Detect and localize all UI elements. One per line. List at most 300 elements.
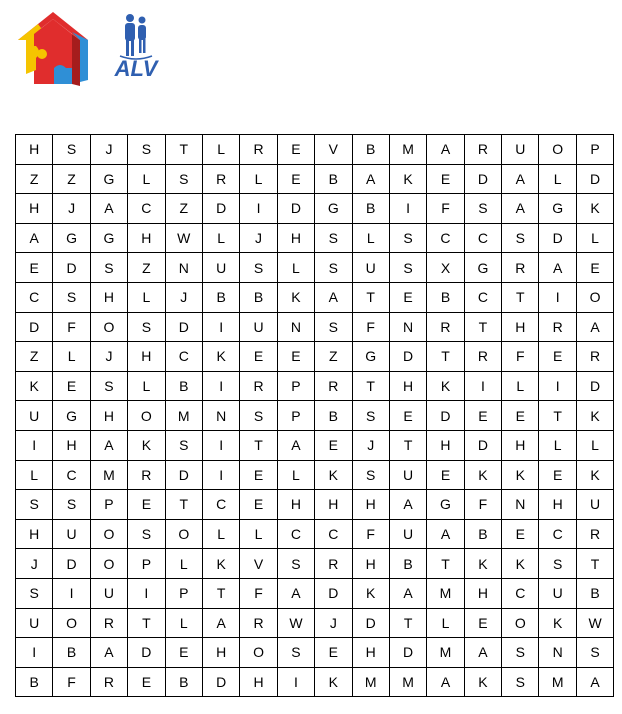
grid-cell[interactable]: S: [502, 223, 539, 253]
grid-cell[interactable]: S: [277, 638, 314, 668]
grid-cell[interactable]: K: [202, 342, 239, 372]
grid-cell[interactable]: E: [576, 253, 613, 283]
grid-cell[interactable]: U: [16, 608, 53, 638]
grid-cell[interactable]: J: [16, 549, 53, 579]
grid-cell[interactable]: K: [464, 549, 501, 579]
grid-cell[interactable]: F: [240, 578, 277, 608]
grid-cell[interactable]: D: [576, 371, 613, 401]
grid-cell[interactable]: G: [53, 223, 90, 253]
grid-cell[interactable]: R: [240, 371, 277, 401]
grid-cell[interactable]: H: [16, 194, 53, 224]
grid-cell[interactable]: L: [128, 282, 165, 312]
grid-cell[interactable]: M: [165, 401, 202, 431]
grid-cell[interactable]: N: [539, 638, 576, 668]
grid-cell[interactable]: O: [539, 135, 576, 165]
grid-cell[interactable]: A: [576, 312, 613, 342]
grid-cell[interactable]: G: [90, 164, 127, 194]
grid-cell[interactable]: S: [315, 223, 352, 253]
grid-cell[interactable]: E: [53, 371, 90, 401]
grid-cell[interactable]: C: [464, 223, 501, 253]
grid-cell[interactable]: E: [315, 430, 352, 460]
grid-cell[interactable]: K: [464, 667, 501, 697]
grid-cell[interactable]: K: [539, 608, 576, 638]
grid-cell[interactable]: O: [90, 549, 127, 579]
grid-cell[interactable]: T: [165, 135, 202, 165]
grid-cell[interactable]: D: [202, 667, 239, 697]
grid-cell[interactable]: E: [240, 460, 277, 490]
grid-cell[interactable]: H: [128, 223, 165, 253]
grid-cell[interactable]: N: [165, 253, 202, 283]
grid-cell[interactable]: K: [464, 460, 501, 490]
grid-cell[interactable]: O: [90, 312, 127, 342]
grid-cell[interactable]: A: [502, 194, 539, 224]
grid-cell[interactable]: L: [576, 430, 613, 460]
grid-cell[interactable]: A: [427, 667, 464, 697]
grid-cell[interactable]: L: [165, 608, 202, 638]
grid-cell[interactable]: A: [427, 135, 464, 165]
grid-cell[interactable]: E: [502, 401, 539, 431]
grid-cell[interactable]: E: [128, 490, 165, 520]
grid-cell[interactable]: H: [277, 223, 314, 253]
grid-cell[interactable]: D: [128, 638, 165, 668]
grid-cell[interactable]: F: [352, 312, 389, 342]
grid-cell[interactable]: U: [202, 253, 239, 283]
grid-cell[interactable]: I: [202, 460, 239, 490]
grid-cell[interactable]: L: [16, 460, 53, 490]
grid-cell[interactable]: D: [389, 638, 426, 668]
grid-cell[interactable]: S: [352, 401, 389, 431]
grid-cell[interactable]: D: [389, 342, 426, 372]
grid-cell[interactable]: I: [240, 194, 277, 224]
grid-cell[interactable]: Z: [165, 194, 202, 224]
grid-cell[interactable]: M: [389, 667, 426, 697]
grid-cell[interactable]: R: [90, 608, 127, 638]
grid-cell[interactable]: T: [539, 401, 576, 431]
grid-cell[interactable]: W: [277, 608, 314, 638]
grid-cell[interactable]: D: [165, 312, 202, 342]
grid-cell[interactable]: A: [389, 490, 426, 520]
grid-cell[interactable]: C: [16, 282, 53, 312]
grid-cell[interactable]: D: [53, 549, 90, 579]
grid-cell[interactable]: J: [240, 223, 277, 253]
grid-cell[interactable]: V: [315, 135, 352, 165]
grid-cell[interactable]: D: [53, 253, 90, 283]
grid-cell[interactable]: T: [128, 608, 165, 638]
grid-cell[interactable]: T: [202, 578, 239, 608]
grid-cell[interactable]: S: [53, 135, 90, 165]
grid-cell[interactable]: F: [464, 490, 501, 520]
grid-cell[interactable]: Z: [128, 253, 165, 283]
grid-cell[interactable]: R: [240, 135, 277, 165]
grid-cell[interactable]: S: [277, 549, 314, 579]
grid-cell[interactable]: K: [576, 194, 613, 224]
grid-cell[interactable]: B: [202, 282, 239, 312]
grid-cell[interactable]: B: [576, 578, 613, 608]
grid-cell[interactable]: G: [427, 490, 464, 520]
grid-cell[interactable]: K: [502, 549, 539, 579]
grid-cell[interactable]: H: [277, 490, 314, 520]
grid-cell[interactable]: K: [576, 401, 613, 431]
grid-cell[interactable]: H: [16, 519, 53, 549]
grid-cell[interactable]: K: [277, 282, 314, 312]
grid-cell[interactable]: I: [539, 282, 576, 312]
grid-cell[interactable]: E: [240, 490, 277, 520]
grid-cell[interactable]: L: [165, 549, 202, 579]
grid-cell[interactable]: D: [352, 608, 389, 638]
grid-cell[interactable]: M: [427, 638, 464, 668]
grid-cell[interactable]: I: [16, 430, 53, 460]
grid-cell[interactable]: D: [202, 194, 239, 224]
grid-cell[interactable]: Z: [16, 164, 53, 194]
grid-cell[interactable]: L: [576, 223, 613, 253]
grid-cell[interactable]: H: [90, 282, 127, 312]
grid-cell[interactable]: T: [352, 371, 389, 401]
grid-cell[interactable]: E: [315, 638, 352, 668]
grid-cell[interactable]: S: [128, 312, 165, 342]
grid-cell[interactable]: U: [352, 253, 389, 283]
grid-cell[interactable]: B: [352, 135, 389, 165]
grid-cell[interactable]: J: [315, 608, 352, 638]
grid-cell[interactable]: J: [90, 342, 127, 372]
grid-cell[interactable]: H: [128, 342, 165, 372]
grid-cell[interactable]: K: [502, 460, 539, 490]
grid-cell[interactable]: L: [277, 253, 314, 283]
grid-cell[interactable]: S: [315, 312, 352, 342]
grid-cell[interactable]: P: [576, 135, 613, 165]
grid-cell[interactable]: E: [277, 342, 314, 372]
grid-cell[interactable]: A: [90, 638, 127, 668]
grid-cell[interactable]: G: [315, 194, 352, 224]
grid-cell[interactable]: R: [464, 342, 501, 372]
grid-cell[interactable]: O: [53, 608, 90, 638]
grid-cell[interactable]: I: [539, 371, 576, 401]
grid-cell[interactable]: R: [315, 549, 352, 579]
grid-cell[interactable]: D: [539, 223, 576, 253]
grid-cell[interactable]: A: [90, 194, 127, 224]
grid-cell[interactable]: J: [352, 430, 389, 460]
grid-cell[interactable]: C: [53, 460, 90, 490]
grid-cell[interactable]: D: [315, 578, 352, 608]
grid-cell[interactable]: L: [539, 164, 576, 194]
grid-cell[interactable]: U: [90, 578, 127, 608]
grid-cell[interactable]: G: [53, 401, 90, 431]
grid-cell[interactable]: E: [464, 401, 501, 431]
grid-cell[interactable]: I: [16, 638, 53, 668]
grid-cell[interactable]: B: [165, 371, 202, 401]
grid-cell[interactable]: L: [202, 519, 239, 549]
grid-cell[interactable]: B: [165, 667, 202, 697]
grid-cell[interactable]: B: [240, 282, 277, 312]
grid-cell[interactable]: E: [389, 401, 426, 431]
grid-cell[interactable]: H: [202, 638, 239, 668]
grid-cell[interactable]: T: [576, 549, 613, 579]
grid-cell[interactable]: T: [240, 430, 277, 460]
grid-cell[interactable]: W: [576, 608, 613, 638]
grid-cell[interactable]: S: [165, 164, 202, 194]
grid-cell[interactable]: K: [16, 371, 53, 401]
grid-cell[interactable]: C: [427, 223, 464, 253]
grid-cell[interactable]: M: [352, 667, 389, 697]
grid-cell[interactable]: H: [53, 430, 90, 460]
grid-cell[interactable]: O: [165, 519, 202, 549]
grid-cell[interactable]: T: [427, 342, 464, 372]
grid-cell[interactable]: C: [202, 490, 239, 520]
grid-cell[interactable]: A: [277, 578, 314, 608]
grid-cell[interactable]: S: [16, 490, 53, 520]
grid-cell[interactable]: L: [539, 430, 576, 460]
grid-cell[interactable]: C: [539, 519, 576, 549]
grid-cell[interactable]: G: [90, 223, 127, 253]
grid-cell[interactable]: S: [389, 253, 426, 283]
grid-cell[interactable]: T: [389, 430, 426, 460]
grid-cell[interactable]: M: [90, 460, 127, 490]
grid-cell[interactable]: K: [427, 371, 464, 401]
grid-cell[interactable]: A: [277, 430, 314, 460]
grid-cell[interactable]: S: [16, 578, 53, 608]
grid-cell[interactable]: T: [427, 549, 464, 579]
grid-cell[interactable]: C: [315, 519, 352, 549]
grid-cell[interactable]: I: [464, 371, 501, 401]
grid-cell[interactable]: A: [315, 282, 352, 312]
grid-cell[interactable]: B: [315, 164, 352, 194]
grid-cell[interactable]: S: [389, 223, 426, 253]
grid-cell[interactable]: E: [464, 608, 501, 638]
grid-cell[interactable]: L: [128, 371, 165, 401]
grid-cell[interactable]: A: [389, 578, 426, 608]
grid-cell[interactable]: E: [16, 253, 53, 283]
grid-cell[interactable]: W: [165, 223, 202, 253]
grid-cell[interactable]: H: [427, 430, 464, 460]
grid-cell[interactable]: D: [165, 460, 202, 490]
grid-cell[interactable]: F: [352, 519, 389, 549]
grid-cell[interactable]: H: [352, 490, 389, 520]
grid-cell[interactable]: M: [389, 135, 426, 165]
grid-cell[interactable]: A: [202, 608, 239, 638]
grid-cell[interactable]: U: [389, 519, 426, 549]
grid-cell[interactable]: R: [202, 164, 239, 194]
grid-cell[interactable]: E: [502, 519, 539, 549]
grid-cell[interactable]: E: [128, 667, 165, 697]
grid-cell[interactable]: L: [53, 342, 90, 372]
grid-cell[interactable]: S: [240, 401, 277, 431]
grid-cell[interactable]: C: [464, 282, 501, 312]
grid-cell[interactable]: C: [277, 519, 314, 549]
grid-cell[interactable]: O: [90, 519, 127, 549]
grid-cell[interactable]: S: [502, 667, 539, 697]
grid-cell[interactable]: M: [539, 667, 576, 697]
grid-cell[interactable]: L: [427, 608, 464, 638]
grid-cell[interactable]: N: [277, 312, 314, 342]
grid-cell[interactable]: U: [53, 519, 90, 549]
grid-cell[interactable]: K: [352, 578, 389, 608]
grid-cell[interactable]: E: [165, 638, 202, 668]
grid-cell[interactable]: H: [240, 667, 277, 697]
grid-cell[interactable]: T: [464, 312, 501, 342]
grid-cell[interactable]: L: [128, 164, 165, 194]
grid-cell[interactable]: I: [389, 194, 426, 224]
grid-cell[interactable]: I: [277, 667, 314, 697]
grid-cell[interactable]: B: [464, 519, 501, 549]
grid-cell[interactable]: O: [128, 401, 165, 431]
grid-cell[interactable]: H: [389, 371, 426, 401]
grid-cell[interactable]: P: [277, 371, 314, 401]
grid-cell[interactable]: U: [16, 401, 53, 431]
grid-cell[interactable]: S: [502, 638, 539, 668]
grid-cell[interactable]: E: [240, 342, 277, 372]
grid-cell[interactable]: R: [315, 371, 352, 401]
grid-cell[interactable]: U: [502, 135, 539, 165]
grid-cell[interactable]: D: [16, 312, 53, 342]
grid-cell[interactable]: O: [240, 638, 277, 668]
grid-cell[interactable]: F: [53, 312, 90, 342]
grid-cell[interactable]: E: [277, 164, 314, 194]
grid-cell[interactable]: H: [352, 549, 389, 579]
grid-cell[interactable]: D: [427, 401, 464, 431]
grid-cell[interactable]: C: [128, 194, 165, 224]
grid-cell[interactable]: S: [464, 194, 501, 224]
grid-cell[interactable]: H: [502, 312, 539, 342]
grid-cell[interactable]: B: [427, 282, 464, 312]
grid-cell[interactable]: S: [240, 253, 277, 283]
grid-cell[interactable]: H: [539, 490, 576, 520]
grid-cell[interactable]: R: [90, 667, 127, 697]
grid-cell[interactable]: L: [277, 460, 314, 490]
grid-cell[interactable]: H: [90, 401, 127, 431]
grid-cell[interactable]: G: [539, 194, 576, 224]
grid-cell[interactable]: D: [464, 164, 501, 194]
grid-cell[interactable]: U: [240, 312, 277, 342]
grid-cell[interactable]: I: [202, 371, 239, 401]
grid-cell[interactable]: E: [539, 342, 576, 372]
grid-cell[interactable]: F: [502, 342, 539, 372]
grid-cell[interactable]: K: [128, 430, 165, 460]
grid-cell[interactable]: V: [240, 549, 277, 579]
grid-cell[interactable]: N: [502, 490, 539, 520]
grid-cell[interactable]: A: [16, 223, 53, 253]
grid-cell[interactable]: F: [53, 667, 90, 697]
grid-cell[interactable]: J: [53, 194, 90, 224]
grid-cell[interactable]: K: [315, 667, 352, 697]
grid-cell[interactable]: E: [277, 135, 314, 165]
grid-cell[interactable]: S: [90, 371, 127, 401]
grid-cell[interactable]: R: [502, 253, 539, 283]
grid-cell[interactable]: R: [240, 608, 277, 638]
grid-cell[interactable]: A: [427, 519, 464, 549]
grid-cell[interactable]: I: [202, 430, 239, 460]
grid-cell[interactable]: R: [128, 460, 165, 490]
grid-cell[interactable]: G: [352, 342, 389, 372]
grid-cell[interactable]: R: [576, 342, 613, 372]
grid-cell[interactable]: L: [202, 223, 239, 253]
grid-cell[interactable]: P: [128, 549, 165, 579]
grid-cell[interactable]: L: [502, 371, 539, 401]
grid-cell[interactable]: G: [464, 253, 501, 283]
grid-cell[interactable]: B: [53, 638, 90, 668]
grid-cell[interactable]: S: [128, 519, 165, 549]
grid-cell[interactable]: L: [202, 135, 239, 165]
grid-cell[interactable]: A: [90, 430, 127, 460]
grid-cell[interactable]: T: [165, 490, 202, 520]
grid-cell[interactable]: L: [352, 223, 389, 253]
grid-cell[interactable]: T: [502, 282, 539, 312]
grid-cell[interactable]: S: [576, 638, 613, 668]
grid-cell[interactable]: B: [352, 194, 389, 224]
grid-cell[interactable]: X: [427, 253, 464, 283]
grid-cell[interactable]: P: [90, 490, 127, 520]
grid-cell[interactable]: N: [389, 312, 426, 342]
grid-cell[interactable]: B: [389, 549, 426, 579]
grid-cell[interactable]: S: [53, 490, 90, 520]
grid-cell[interactable]: A: [539, 253, 576, 283]
grid-cell[interactable]: H: [464, 578, 501, 608]
grid-cell[interactable]: I: [53, 578, 90, 608]
grid-cell[interactable]: P: [165, 578, 202, 608]
grid-cell[interactable]: N: [202, 401, 239, 431]
grid-cell[interactable]: D: [464, 430, 501, 460]
grid-cell[interactable]: C: [165, 342, 202, 372]
grid-cell[interactable]: A: [464, 638, 501, 668]
grid-cell[interactable]: P: [277, 401, 314, 431]
grid-cell[interactable]: R: [539, 312, 576, 342]
grid-cell[interactable]: R: [427, 312, 464, 342]
grid-cell[interactable]: E: [389, 282, 426, 312]
grid-cell[interactable]: A: [576, 667, 613, 697]
grid-cell[interactable]: J: [90, 135, 127, 165]
grid-cell[interactable]: K: [202, 549, 239, 579]
grid-cell[interactable]: L: [240, 164, 277, 194]
grid-cell[interactable]: E: [427, 164, 464, 194]
grid-cell[interactable]: E: [539, 460, 576, 490]
grid-cell[interactable]: K: [315, 460, 352, 490]
grid-cell[interactable]: U: [539, 578, 576, 608]
grid-cell[interactable]: L: [240, 519, 277, 549]
grid-cell[interactable]: B: [16, 667, 53, 697]
grid-cell[interactable]: T: [389, 608, 426, 638]
grid-cell[interactable]: I: [202, 312, 239, 342]
grid-cell[interactable]: H: [352, 638, 389, 668]
grid-cell[interactable]: K: [576, 460, 613, 490]
grid-cell[interactable]: Z: [53, 164, 90, 194]
grid-cell[interactable]: B: [315, 401, 352, 431]
grid-cell[interactable]: D: [576, 164, 613, 194]
grid-cell[interactable]: H: [315, 490, 352, 520]
grid-cell[interactable]: U: [576, 490, 613, 520]
grid-cell[interactable]: Z: [315, 342, 352, 372]
grid-cell[interactable]: F: [427, 194, 464, 224]
grid-cell[interactable]: S: [90, 253, 127, 283]
grid-cell[interactable]: D: [277, 194, 314, 224]
grid-cell[interactable]: S: [539, 549, 576, 579]
grid-cell[interactable]: S: [165, 430, 202, 460]
grid-cell[interactable]: A: [352, 164, 389, 194]
grid-cell[interactable]: E: [427, 460, 464, 490]
grid-cell[interactable]: I: [128, 578, 165, 608]
grid-cell[interactable]: S: [53, 282, 90, 312]
grid-cell[interactable]: U: [389, 460, 426, 490]
grid-cell[interactable]: O: [576, 282, 613, 312]
grid-cell[interactable]: K: [389, 164, 426, 194]
grid-cell[interactable]: R: [576, 519, 613, 549]
grid-cell[interactable]: M: [427, 578, 464, 608]
grid-cell[interactable]: Z: [16, 342, 53, 372]
grid-cell[interactable]: J: [165, 282, 202, 312]
grid-cell[interactable]: T: [352, 282, 389, 312]
grid-cell[interactable]: H: [502, 430, 539, 460]
grid-cell[interactable]: C: [502, 578, 539, 608]
grid-cell[interactable]: A: [502, 164, 539, 194]
grid-cell[interactable]: R: [464, 135, 501, 165]
grid-cell[interactable]: S: [352, 460, 389, 490]
